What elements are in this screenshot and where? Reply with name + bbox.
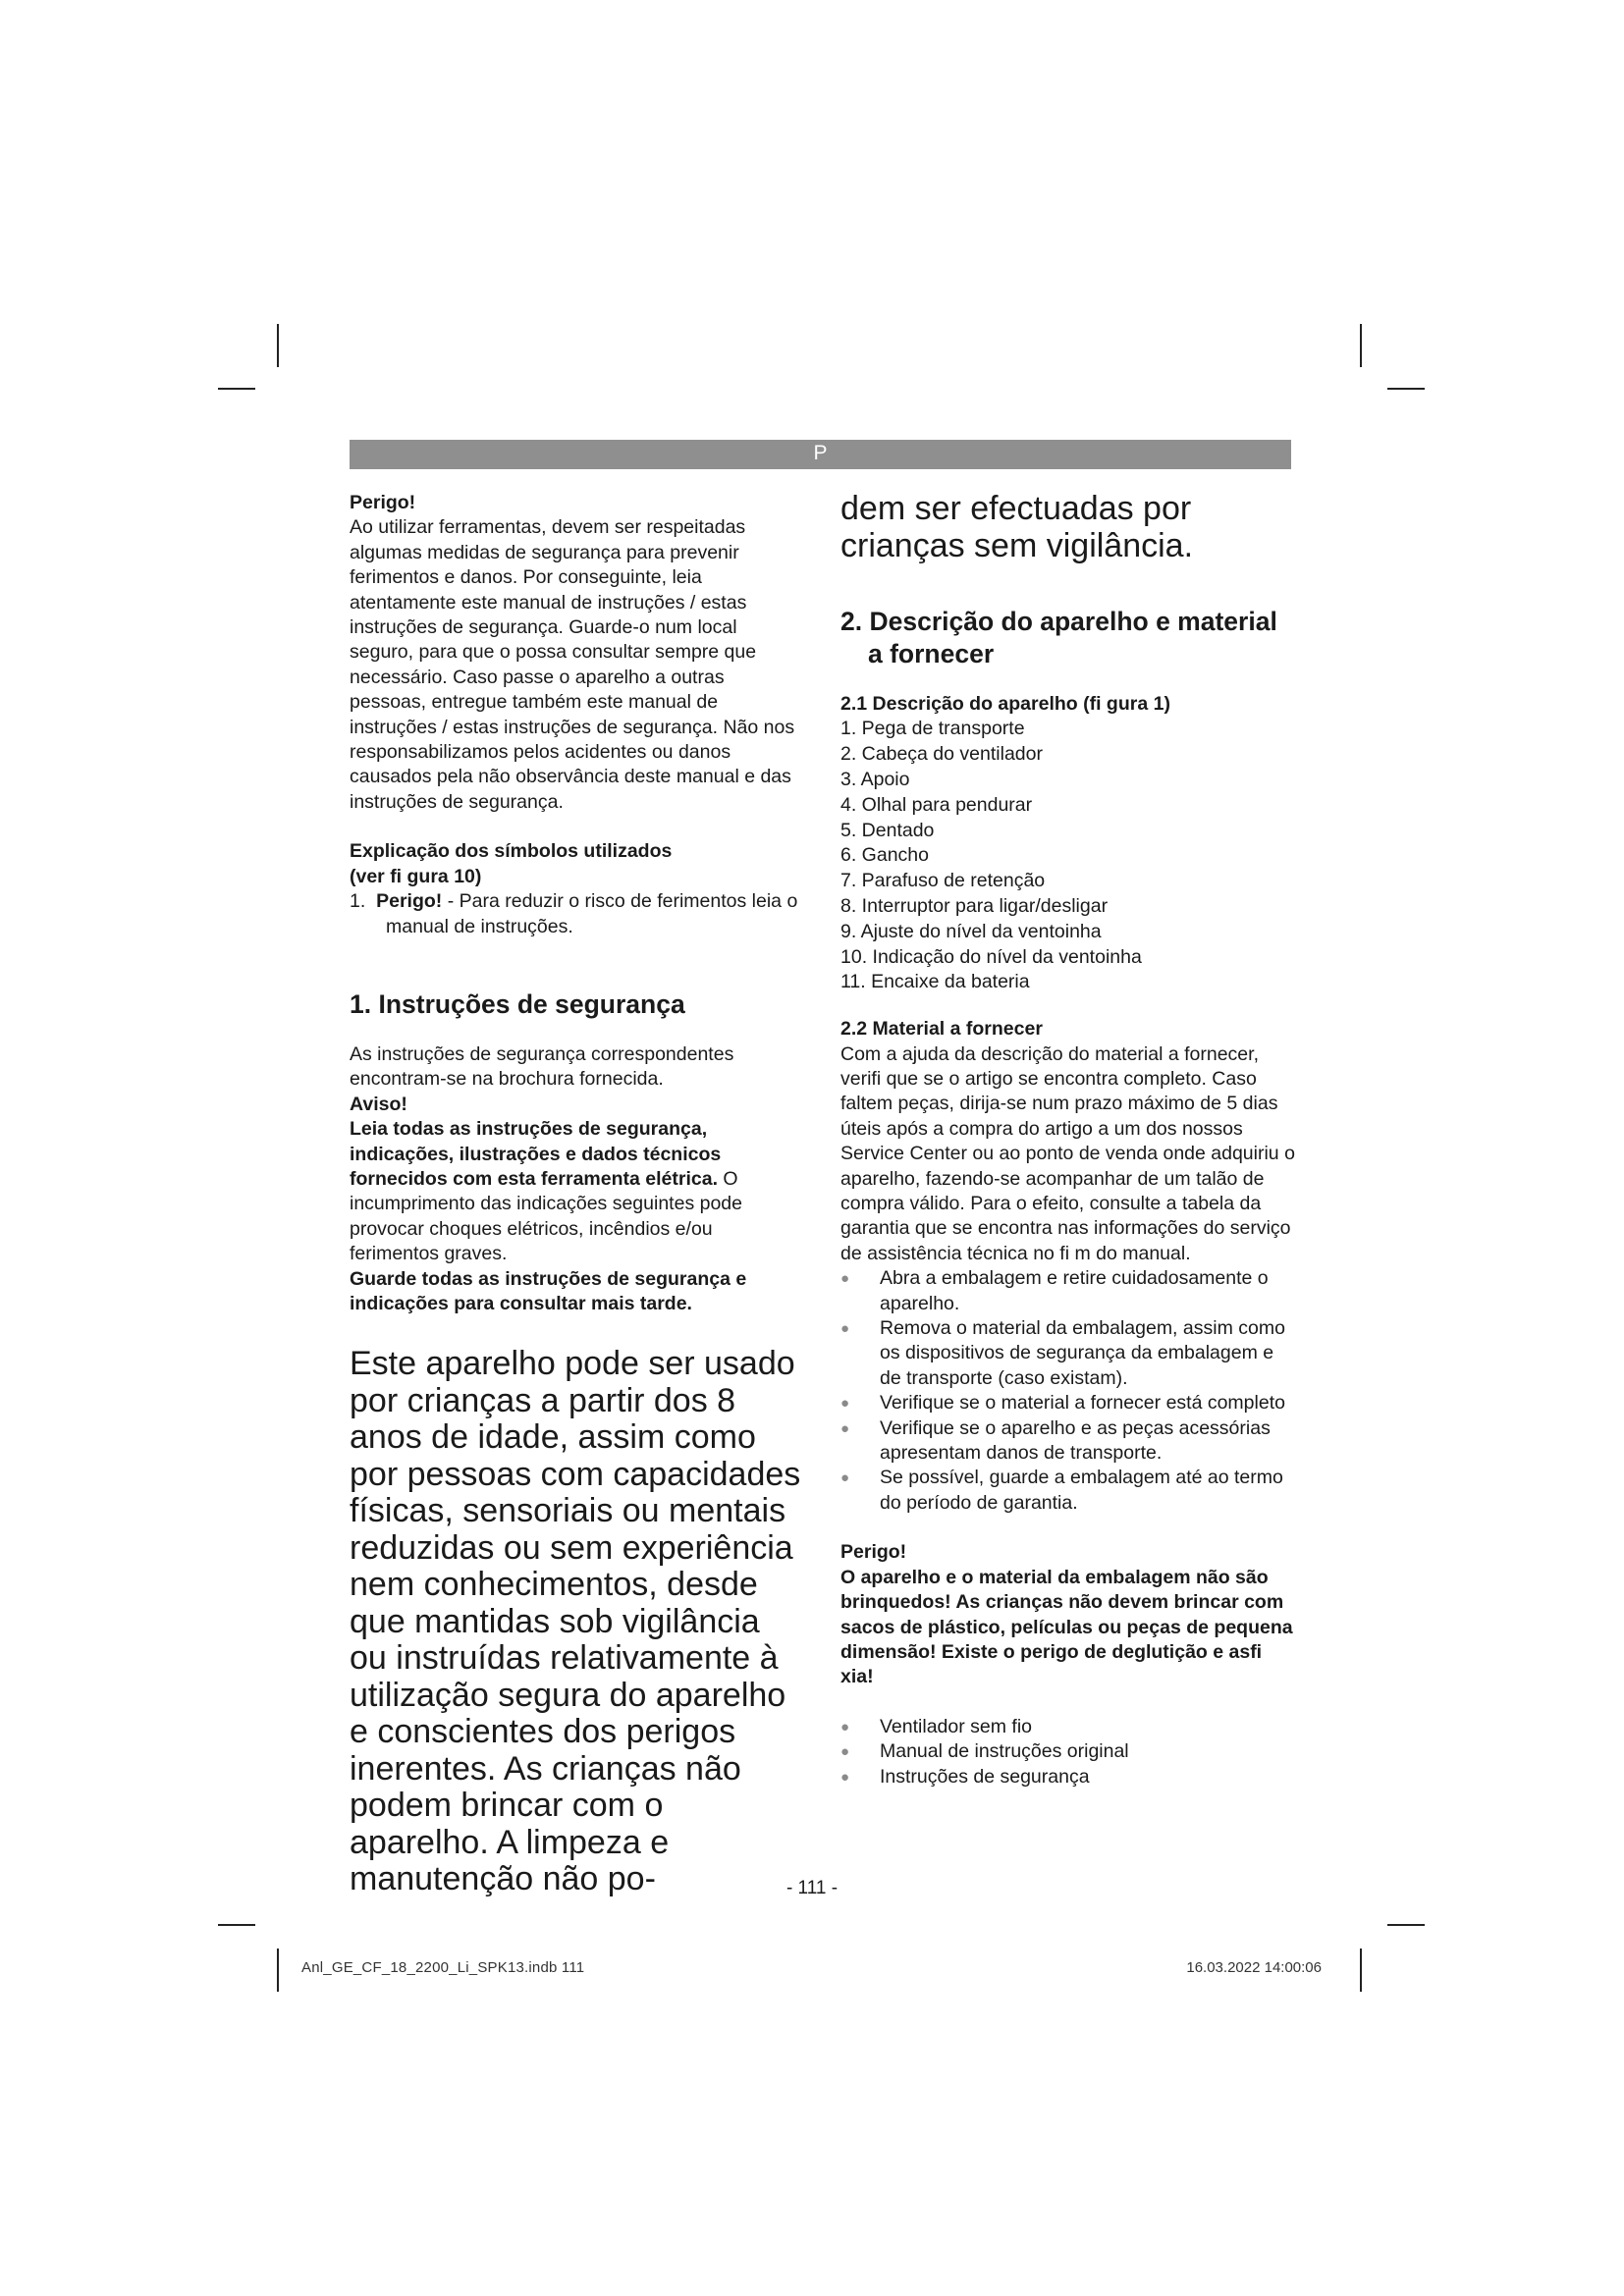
list-item: 2. Cabeça do ventilador bbox=[840, 743, 1043, 766]
list-item: 7. Parafuso de retenção bbox=[840, 870, 1046, 892]
list-item: 11. Encaixe da bateria bbox=[840, 971, 1030, 993]
footer-filename: Anl_GE_CF_18_2200_Li_SPK13.indb 111 bbox=[301, 1959, 585, 1976]
guarde-paragraph: Guarde todas as instruções de segurança e indicações para consultar mais tarde. bbox=[350, 1267, 747, 1314]
aviso-text: O incumprimento das indicações seguintes pode provocar choques elétricos, incêndios e/ou ferimentos graves. bbox=[350, 1167, 742, 1265]
list-item: 1. Pega de transporte bbox=[840, 718, 1025, 740]
crop-mark bbox=[277, 1949, 279, 1992]
crop-mark bbox=[1360, 324, 1362, 367]
unpacking-bullets bbox=[840, 1266, 1298, 1516]
list-item: ● Ventilador sem fio bbox=[840, 1715, 1298, 1739]
list-item: 3. Apoio bbox=[840, 769, 910, 790]
subsection-2-1-title: 2.1 Descrição do aparelho (fi gura 1) bbox=[840, 693, 1170, 715]
list-item: ● Se possível, guarde a embalagem até ao termo do período de garantia. bbox=[840, 1467, 1283, 1514]
list-item: ● Remova o material da embalagem, assim como os dispositivos de segurança da embalagem e de transporte (caso existam). bbox=[840, 1317, 1285, 1389]
list-item: ● Instruções de segurança bbox=[840, 1765, 1298, 1789]
bullet-icon: ● bbox=[840, 1743, 850, 1761]
symbol-item-text: - Para reduzir o risco de ferimentos leia o manual de instruções. bbox=[386, 890, 798, 937]
bullet-icon: ● bbox=[840, 1768, 850, 1786]
right-column bbox=[840, 491, 1298, 1789]
bullet-icon: ● bbox=[840, 1718, 850, 1735]
crop-mark bbox=[1387, 1924, 1425, 1926]
delivery-contents-bullets bbox=[840, 1715, 1298, 1789]
section-1-title: 1. Instruções de segurança bbox=[350, 988, 685, 1019]
aviso-heading: Aviso! bbox=[350, 1093, 407, 1115]
list-item: 9. Ajuste do nível da ventoinha bbox=[840, 920, 1102, 942]
list-item: ● Verifique se o material a fornecer está completo bbox=[840, 1391, 1298, 1415]
list-item: 4. Olhal para pendurar bbox=[840, 793, 1033, 816]
parts-list bbox=[840, 717, 1298, 995]
bullet-icon: ● bbox=[840, 1419, 850, 1437]
section-2-title-cont: a fornecer bbox=[868, 639, 995, 668]
subsection-2-2-text: Com a ajuda da descrição do material a fornecer, verifi que se o artigo se encontra completo. Caso faltem peças, dirija-se num prazo máximo de 5 dias úteis após a compra do artigo a um dos nossos Service Center ou ao ponto de venda onde adquiriu o aparelho, fazendo-se acompanhar de um talão de compra válido. Para o efeito, consulte a tabela da garantia que se encontra nas informações do serviço de assistência técnica no fi m do manual. bbox=[840, 1042, 1295, 1264]
symbols-heading-ref: (ver fi gura 10) bbox=[350, 865, 482, 887]
crop-mark bbox=[218, 388, 255, 390]
crop-mark bbox=[277, 324, 279, 367]
bullet-icon: ● bbox=[840, 1395, 850, 1413]
crop-mark bbox=[1360, 1949, 1362, 1992]
perigo-2-heading: Perigo! bbox=[840, 1541, 907, 1564]
bullet-icon: ● bbox=[840, 1270, 850, 1288]
perigo-heading: Perigo! bbox=[350, 492, 416, 513]
section-2-title: 2. Descrição do aparelho e material bbox=[840, 607, 1277, 636]
symbols-heading: Explicação dos símbolos utilizados bbox=[350, 840, 673, 863]
perigo-paragraph: Ao utilizar ferramentas, devem ser respeitadas algumas medidas de segurança para prevenir ferimentos e danos. Por conseguinte, leia atentamente este manual de instruções / estas instruções de segurança. Guarde-o num local seguro, para que o possa consultar sempre que necessário. Caso passe o aparelho a outras pessoas, entregue também este manual de instruções / estas instruções de segurança. Não nos responsabilizamos pelos acidentes ou danos causados pela não observância deste manual e das instruções de segurança. bbox=[350, 516, 795, 813]
aviso-bold: Leia todas as instruções de segurança, indicações, ilustrações e dados técnicos fornecidos com esta ferramenta elétrica. bbox=[350, 1118, 722, 1190]
list-item: 8. Interruptor para ligar/desligar bbox=[840, 894, 1109, 917]
list-item: 5. Dentado bbox=[840, 819, 935, 841]
list-item: 10. Indicação do nível da ventoinha bbox=[840, 945, 1142, 968]
list-item: ● Verifique se o aparelho e as peças acessórias apresentam danos de transporte. bbox=[840, 1416, 1271, 1465]
crop-mark bbox=[218, 1924, 255, 1926]
bullet-icon: ● bbox=[840, 1469, 850, 1487]
symbol-item-bold: Perigo! bbox=[376, 890, 443, 913]
symbol-item-number: 1. bbox=[350, 890, 366, 913]
language-header-bar bbox=[350, 440, 1291, 469]
list-item: 6. Gancho bbox=[840, 844, 929, 867]
language-label: P bbox=[813, 442, 828, 464]
left-column bbox=[350, 491, 803, 1898]
bullet-icon: ● bbox=[840, 1320, 850, 1338]
children-warning-text: Este aparelho pode ser usado por crianças a partir dos 8 anos de idade, assim como por pessoas com capacidades físicas, sensoriais ou mentais reduzidas ou sem experiência nem conhecimentos, desde que mantidas sob vigilância ou instruídas relativamente à utilização segura do aparelho e conscientes dos perigos inerentes. As crianças não podem brincar com o aparelho. A limpeza e manutenção não po- bbox=[350, 1345, 801, 1898]
list-item: ● Abra a embalagem e retire cuidadosamente o aparelho. bbox=[840, 1267, 1269, 1314]
page-number: - 111 - bbox=[785, 1878, 839, 1898]
perigo-2-text: O aparelho e o material da embalagem não são brinquedos! As crianças não devem brincar com sacos de plástico, películas ou peças de pequena dimensão! Existe o perigo de deglutição e asfi xia! bbox=[840, 1566, 1293, 1688]
children-warning-continued: dem ser efectuadas por crianças sem vigilância. bbox=[840, 490, 1194, 564]
section-1-text: As instruções de segurança correspondentes encontram-se na brochura fornecida. bbox=[350, 1042, 734, 1091]
aviso-paragraph bbox=[350, 1117, 803, 1266]
list-item: ● Manual de instruções original bbox=[840, 1739, 1298, 1764]
subsection-2-2-title: 2.2 Material a fornecer bbox=[840, 1018, 1043, 1041]
footer-timestamp: 16.03.2022 14:00:06 bbox=[1186, 1959, 1322, 1976]
crop-mark bbox=[1387, 388, 1425, 390]
symbol-item bbox=[350, 889, 803, 939]
